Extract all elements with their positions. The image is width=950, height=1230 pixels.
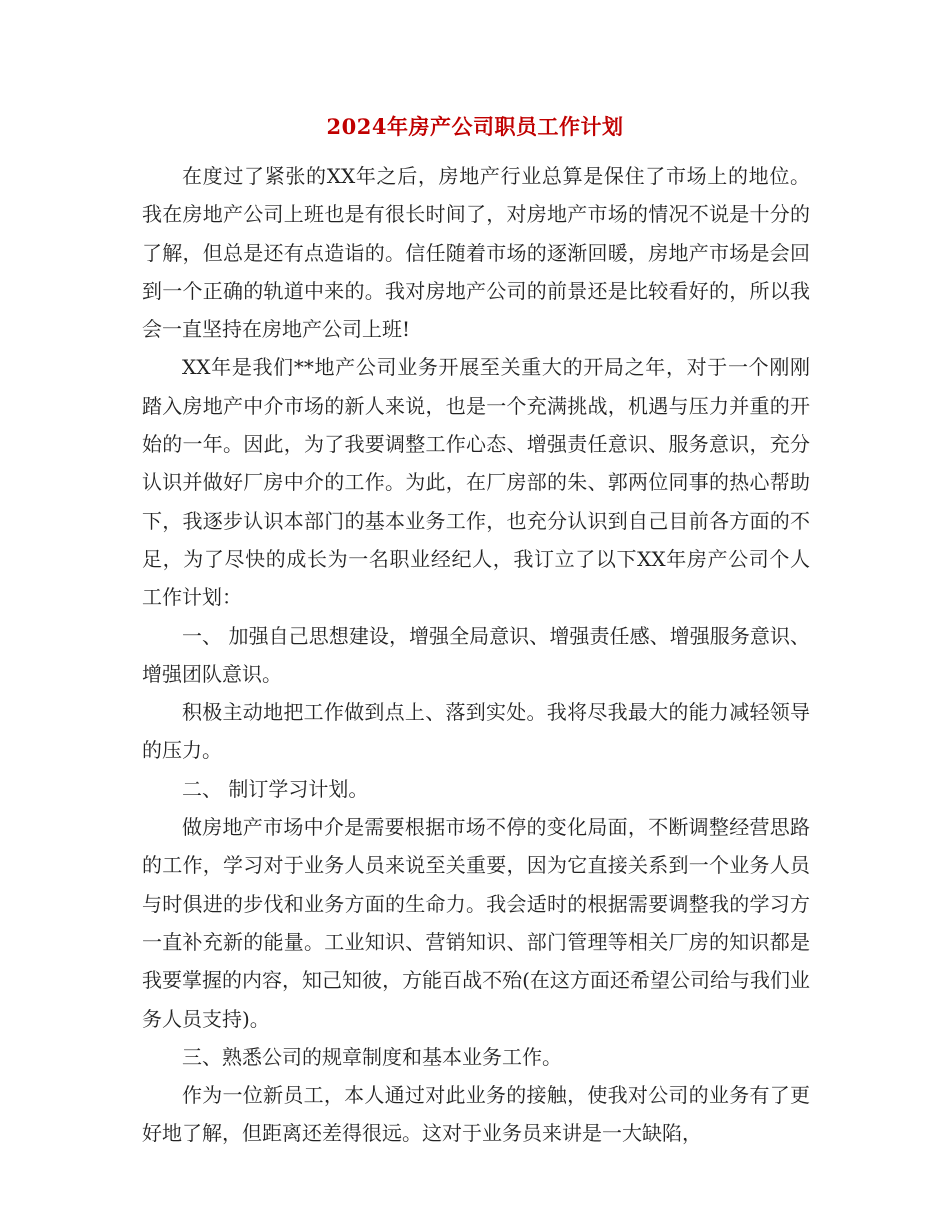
paragraph-background: XX年是我们**地产公司业务开展至关重大的开局之年，对于一个刚刚踏入房地产中介市场的新人来说，也是一个充满挑战，机遇与压力并重的开始的一年。因此，为了我要调整工作心态、增强责任意识、服务意识，充分认识并做好厂房中介的工作。为此，在厂房部的朱、郭两位同事的热心帮助下，我逐步认识本部门的基本业务工作，也充分认识到自己目前各方面的不足，为了尽快的成长为一名职业经纪人，我订立了以下XX年房产公司个人工作计划：: [142, 355, 810, 610]
paragraph-section-3-heading: 三、熟悉公司的规章制度和基本业务工作。: [182, 1044, 562, 1069]
paragraph-section-1-body: 积极主动地把工作做到点上、落到实处。我将尽我最大的能力减轻领导的压力。: [142, 700, 810, 763]
document-title: 2024年房产公司职员工作计划: [326, 114, 624, 139]
paragraph-section-1-heading: 一、 加强自己思想建设，增强全局意识、增强责任感、增强服务意识、增强团队意识。: [142, 623, 810, 686]
paragraph-section-3-body: 作为一位新员工，本人通过对此业务的接触，使我对公司的业务有了更好地了解，但距离还差得很远。这对于业务员来讲是一大缺陷，: [142, 1083, 810, 1146]
document-body: [142, 157, 810, 1153]
paragraph-intro: 在度过了紧张的XX年之后，房地产行业总算是保住了市场上的地位。我在房地产公司上班也是有很长时间了，对房地产市场的情况不说是十分的了解，但总是还有点造诣的。信任随着市场的逐渐回暖，房地产市场是会回到一个正确的轨道中来的。我对房地产公司的前景还是比较看好的，所以我会一直坚持在房地产公司上班!: [142, 164, 810, 342]
paragraph-section-2-body: 做房地产市场中介是需要根据市场不停的变化局面，不断调整经营思路的工作，学习对于业务人员来说至关重要，因为它直接关系到一个业务人员与时俱进的步伐和业务方面的生命力。我会适时的根据需要调整我的学习方一直补充新的能量。工业知识、营销知识、部门管理等相关厂房的知识都是我要掌握的内容，知己知彼，方能百战不殆(在这方面还希望公司给与我们业务人员支持)。: [142, 815, 810, 1031]
paragraph-section-2-heading: 二、 制订学习计划。: [182, 776, 369, 801]
